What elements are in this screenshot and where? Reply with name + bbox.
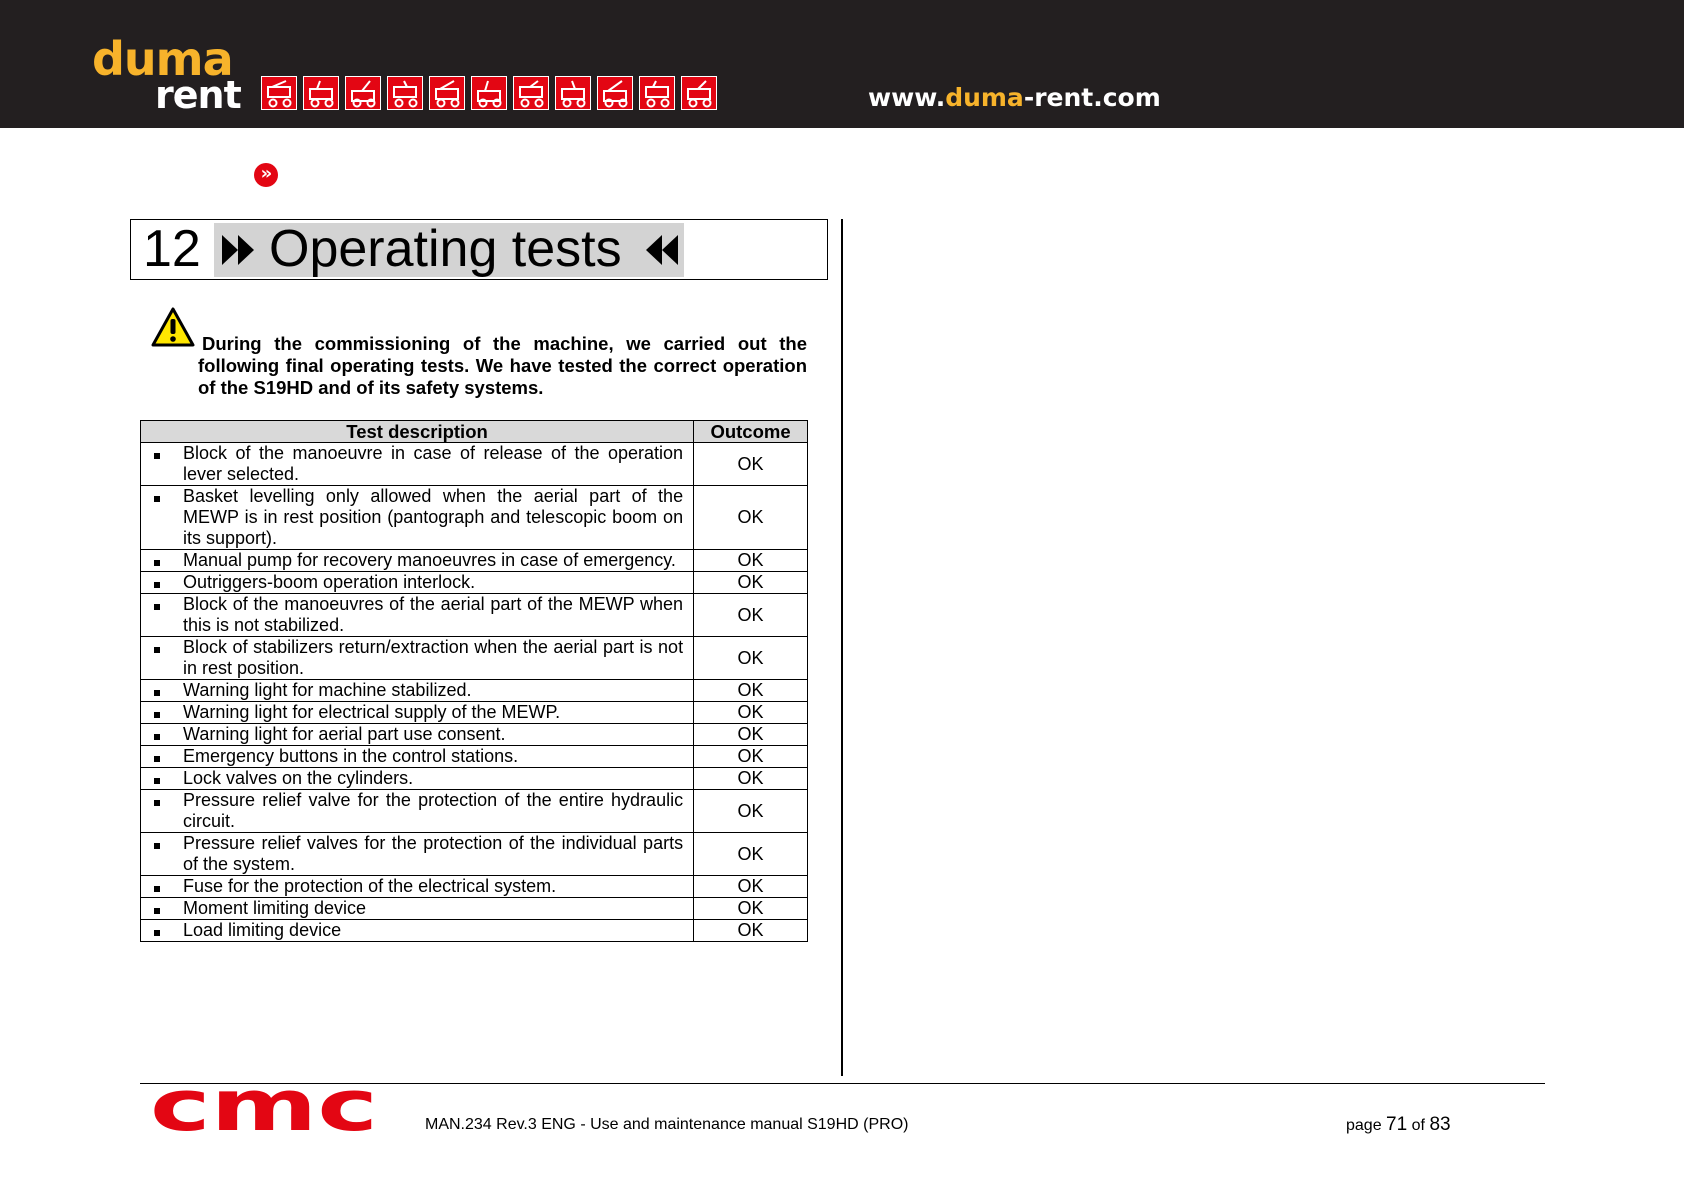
page-number (1346, 1114, 1451, 1136)
test-description-cell (141, 637, 694, 680)
header-band (0, 0, 1684, 184)
table-row (141, 833, 808, 876)
duma-logo-rent: rent (155, 73, 241, 117)
test-description-cell (141, 680, 694, 702)
test-description-cell (141, 550, 694, 572)
test-outcome-cell: OK (694, 790, 808, 833)
bullet-icon (154, 843, 160, 849)
machine-icons-row (261, 76, 717, 110)
test-outcome-cell: OK (694, 724, 808, 746)
test-description-cell (141, 920, 694, 942)
test-description-cell (141, 876, 694, 898)
excavator-icon (555, 76, 591, 110)
test-outcome-cell: OK (694, 768, 808, 790)
column-header-outcome: Outcome (694, 421, 808, 443)
test-description-text: Basket levelling only allowed when the aerial part of the MEWP is in rest position (pantograph and telescopic boom on its support). (183, 486, 684, 548)
test-description-text: Pressure relief valves for the protection of the individual parts of the system. (183, 833, 684, 874)
test-description-text: Block of stabilizers return/extraction when the aerial part is not in rest position. (183, 637, 684, 678)
duma-logo-top: duma (92, 32, 233, 86)
test-description-text: Moment limiting device (183, 898, 367, 918)
url-highlight: duma (945, 83, 1024, 112)
test-outcome-cell: OK (694, 702, 808, 724)
warning-text: During the commissioning of the machine, we carried out the following final operating tests. We have tested the correct operation of the S19HD and of its safety systems. (198, 333, 807, 398)
table-row (141, 443, 808, 486)
table-row (141, 702, 808, 724)
telehandler-icon (597, 76, 633, 110)
table-row (141, 790, 808, 833)
truck-platform-icon (513, 76, 549, 110)
url-suffix: -rent.com (1023, 83, 1161, 112)
test-outcome-cell: OK (694, 443, 808, 486)
test-description-text: Emergency buttons in the control stations. (183, 746, 519, 766)
page-current: 71 (1386, 1114, 1408, 1135)
table-row (141, 724, 808, 746)
bullet-icon (154, 756, 160, 762)
duma-logo-bottom (127, 73, 272, 184)
test-outcome-cell: OK (694, 594, 808, 637)
table-row (141, 550, 808, 572)
mast-lift-icon (345, 76, 381, 110)
test-outcome-cell: OK (694, 637, 808, 680)
section-title-text: Operating tests (269, 220, 622, 278)
test-description-text: Load limiting device (183, 920, 342, 940)
table-row (141, 680, 808, 702)
test-description-cell (141, 790, 694, 833)
table-row (141, 637, 808, 680)
table-row (141, 768, 808, 790)
test-description-text: Block of the manoeuvre in case of release of the operation lever selected. (183, 443, 684, 484)
scissor-lift-icon (261, 76, 297, 110)
test-outcome-cell: OK (694, 898, 808, 920)
bullet-icon (154, 908, 160, 914)
test-description-cell (141, 724, 694, 746)
aerial-platform-icon (681, 76, 717, 110)
bullet-icon (154, 604, 160, 610)
test-description-text: Fuse for the protection of the electrical system. (183, 876, 557, 896)
section-title-box (130, 219, 828, 280)
test-description-text: Block of the manoeuvres of the aerial part of the MEWP when this is not stabilized. (183, 594, 684, 635)
bullet-icon (154, 778, 160, 784)
test-description-cell (141, 898, 694, 920)
table-row (141, 572, 808, 594)
column-header-description: Test description (141, 421, 694, 443)
test-description-cell (141, 768, 694, 790)
cmc-logo (150, 1086, 380, 1136)
test-outcome-cell: OK (694, 876, 808, 898)
test-description-text: Warning light for electrical supply of the MEWP. (183, 702, 561, 722)
table-row (141, 746, 808, 768)
test-description-cell (141, 443, 694, 486)
test-description-text: Warning light for machine stabilized. (183, 680, 472, 700)
footer-rule (140, 1083, 1545, 1084)
test-description-cell (141, 702, 694, 724)
section-title (229, 222, 622, 276)
bullet-icon (154, 712, 160, 718)
bullet-icon (154, 453, 160, 459)
compactor-icon (471, 76, 507, 110)
table-header-row (141, 421, 808, 443)
chevron-logo-icon: » (254, 163, 278, 187)
test-description-text: Pressure relief valve for the protection of the entire hydraulic circuit. (183, 790, 684, 831)
bullet-icon (154, 800, 160, 806)
test-outcome-cell: OK (694, 572, 808, 594)
double-arrow-left-icon (646, 235, 684, 265)
forklift-icon (303, 76, 339, 110)
bullet-icon (154, 734, 160, 740)
column-divider (841, 219, 843, 1076)
cmc-logo-text: cmc (150, 1086, 378, 1136)
site-url[interactable] (868, 83, 1161, 112)
table-row (141, 876, 808, 898)
test-outcome-cell: OK (694, 833, 808, 876)
bullet-icon (154, 886, 160, 892)
loader-icon (429, 76, 465, 110)
url-prefix: www. (868, 83, 946, 112)
test-outcome-cell: OK (694, 680, 808, 702)
table-row (141, 486, 808, 550)
bullet-icon (154, 496, 160, 502)
bullet-icon (154, 690, 160, 696)
bullet-icon (154, 582, 160, 588)
operating-tests-table (140, 420, 808, 942)
bullet-icon (154, 647, 160, 653)
table-row (141, 898, 808, 920)
page-of: of (1411, 1117, 1425, 1134)
page-word: page (1346, 1117, 1382, 1134)
table-row (141, 920, 808, 942)
manual-reference: MAN.234 Rev.3 ENG - Use and maintenance manual S19HD (PRO) (425, 1116, 909, 1133)
warning-icon (151, 306, 195, 348)
test-description-cell (141, 572, 694, 594)
test-outcome-cell: OK (694, 746, 808, 768)
bullet-icon (154, 930, 160, 936)
mini-excavator-icon (387, 76, 423, 110)
test-description-cell (141, 486, 694, 550)
test-description-text: Manual pump for recovery manoeuvres in case of emergency. (183, 550, 676, 570)
test-description-cell (141, 594, 694, 637)
crane-icon (639, 76, 675, 110)
table-body (141, 443, 808, 942)
bullet-icon (154, 560, 160, 566)
test-description-text: Outriggers-boom operation interlock. (183, 572, 476, 592)
test-description-text: Warning light for aerial part use consent. (183, 724, 506, 744)
test-description-cell (141, 746, 694, 768)
page-total: 83 (1429, 1114, 1451, 1135)
test-description-text: Lock valves on the cylinders. (183, 768, 414, 788)
test-description-cell (141, 833, 694, 876)
test-outcome-cell: OK (694, 486, 808, 550)
test-outcome-cell: OK (694, 920, 808, 942)
section-number: 12 (143, 220, 201, 278)
test-outcome-cell: OK (694, 550, 808, 572)
table-row (141, 594, 808, 637)
